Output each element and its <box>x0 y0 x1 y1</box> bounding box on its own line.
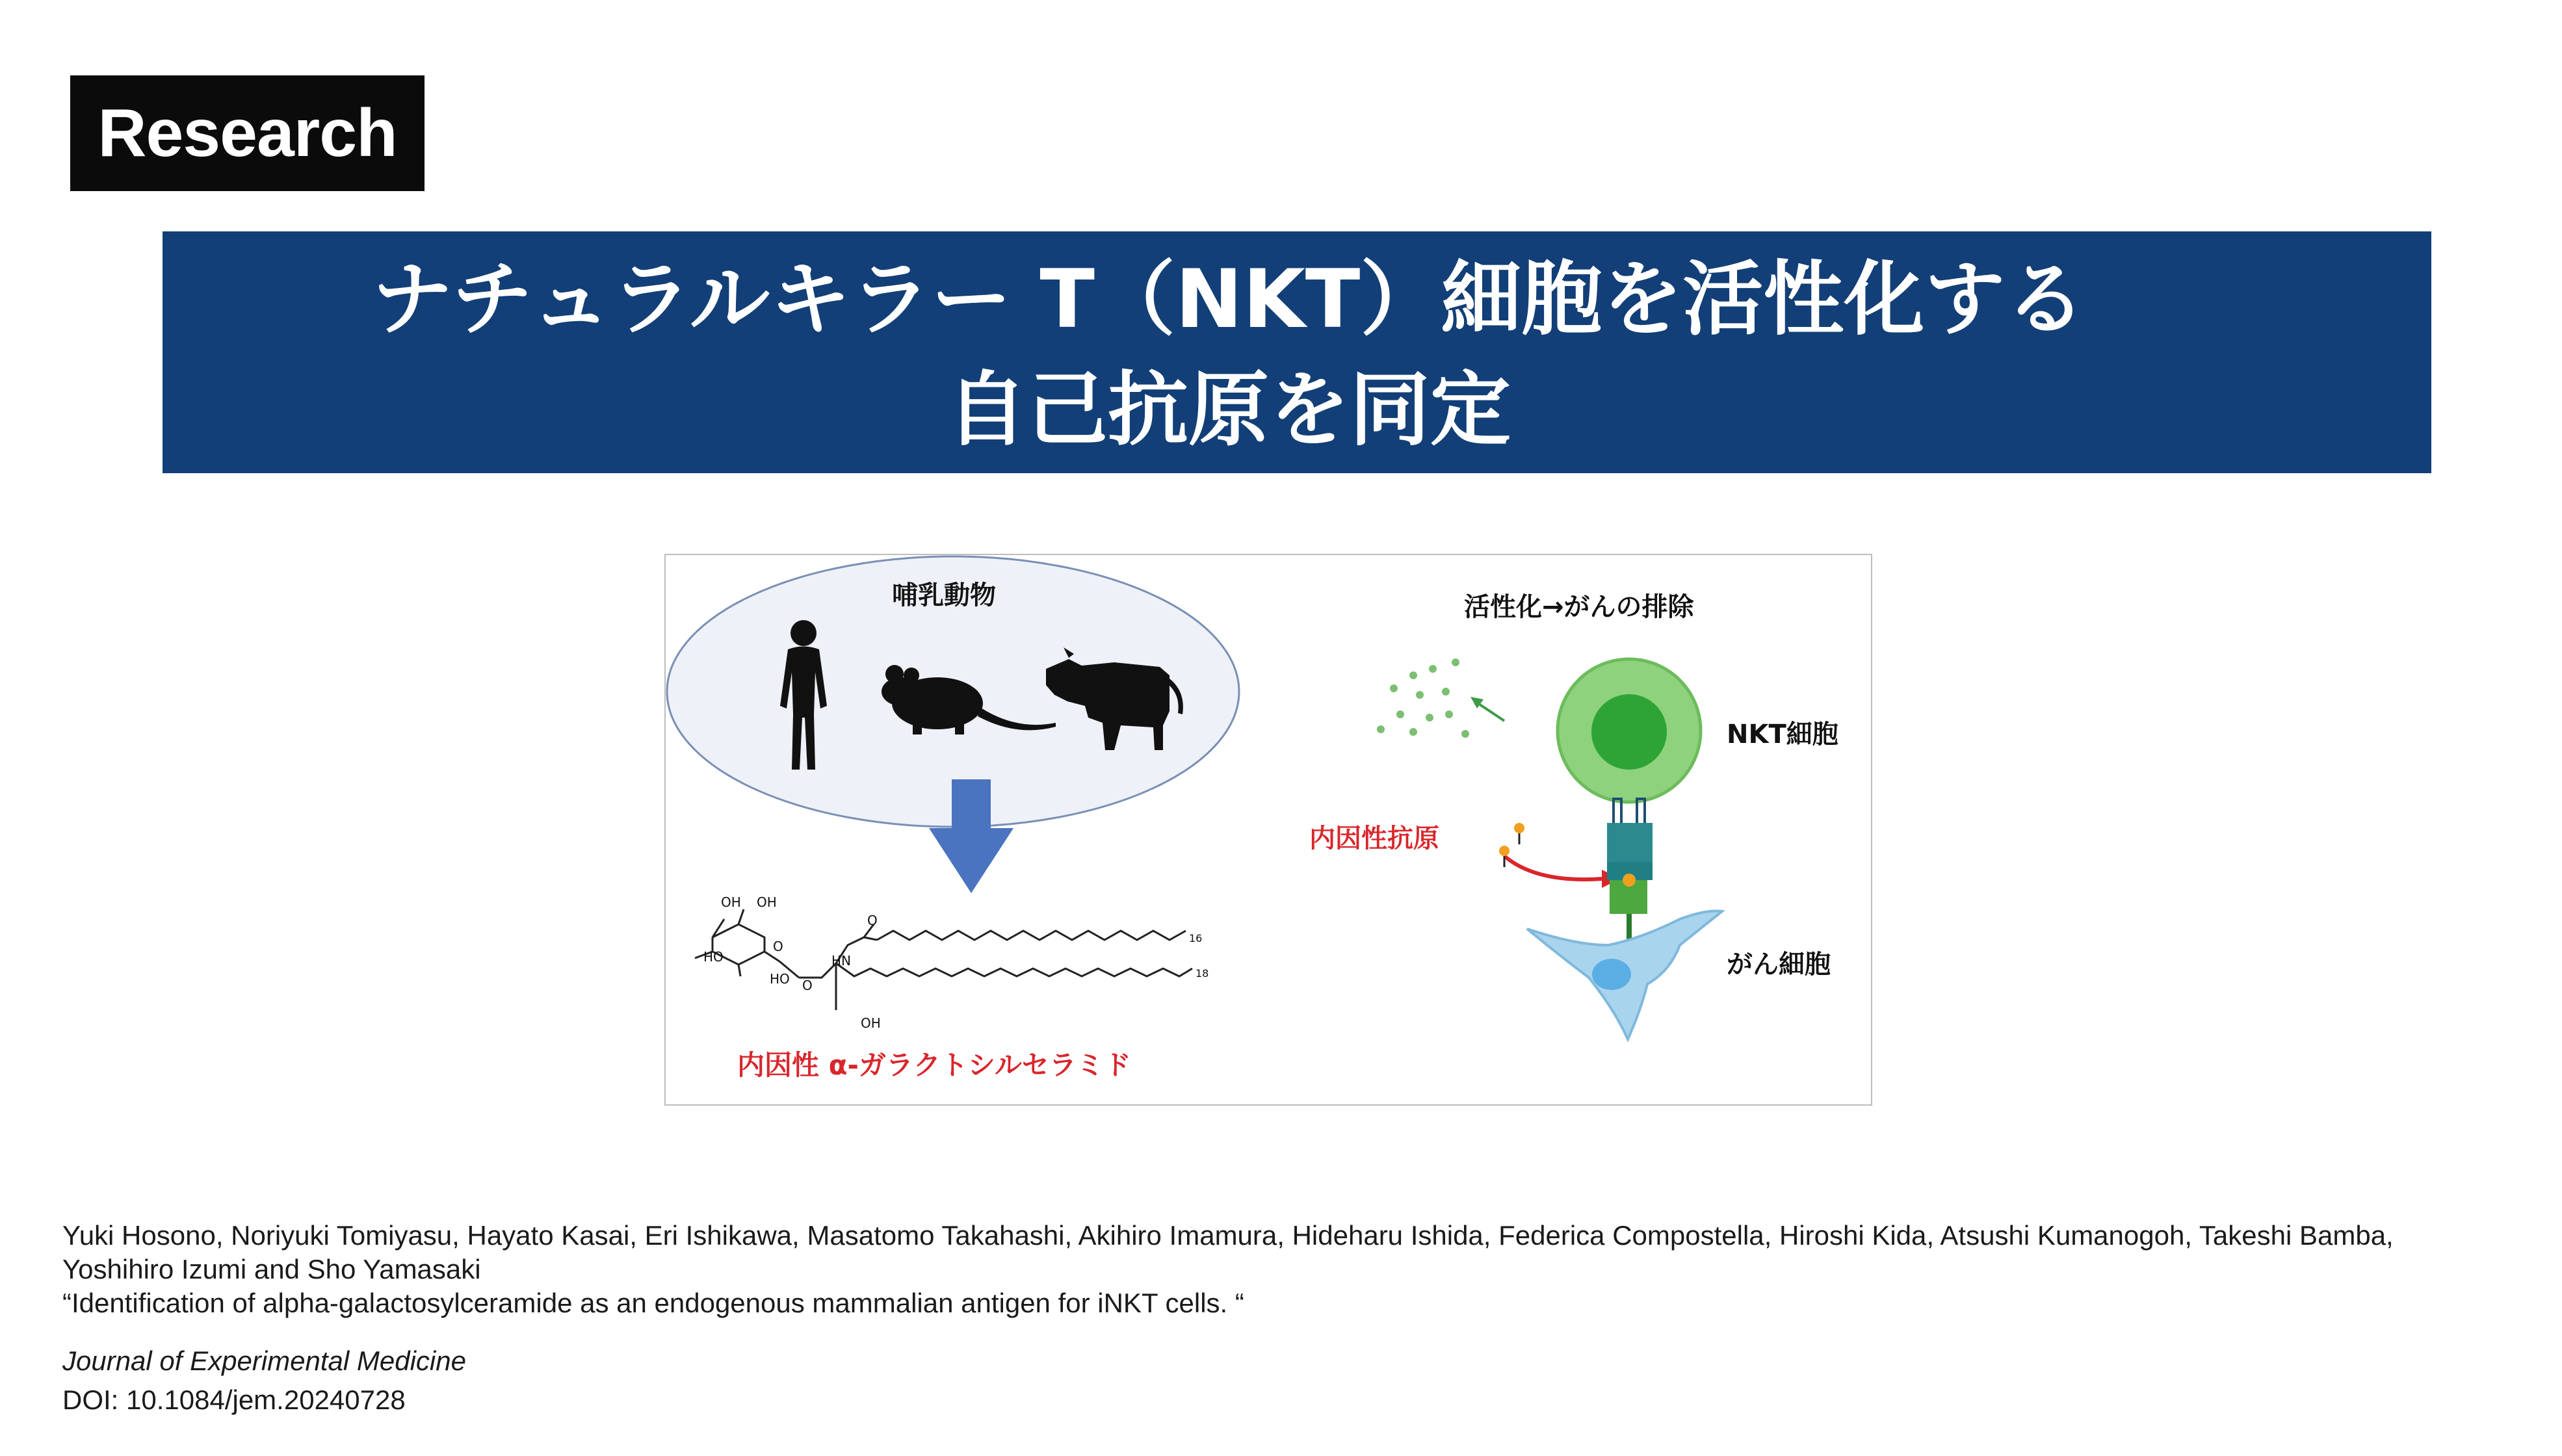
mammals-label: 哺乳動物 <box>892 580 996 610</box>
nkt-cell-label: NKT細胞 <box>1727 720 1838 749</box>
chem-oh-bottom: OH <box>861 1015 881 1031</box>
chem-o-carbonyl: O <box>867 913 878 928</box>
chem-o-ring: O <box>773 939 783 954</box>
journal-name: Journal of Experimental Medicine <box>62 1346 466 1376</box>
chem-n18: 18 <box>1196 967 1209 980</box>
chem-n16: 16 <box>1189 932 1203 944</box>
title-line-1: ナチュラルキラー T（NKT）細胞を活性化する <box>371 253 2086 346</box>
antigen-label: 内因性抗原 <box>1309 824 1439 853</box>
chem-o-link: O <box>802 978 813 993</box>
citation-title: “Identification of alpha-galactosylceramide as an endogenous mammalian antigen for iNKT cells. “ <box>62 1288 1244 1318</box>
figure-illustration <box>666 555 1871 1104</box>
cancer-nucleus <box>1592 959 1631 990</box>
citation-authors: Yuki Hosono, Noriyuki Tomiyasu, Hayato Kasai, Eri Ishikawa, Masatomo Takahashi, Akihiro Imamura, Hideharu Ishida, Federica Compostella, Hiroshi Kida, Atsushi Kumanogoh, Takeshi Bamba, Yoshihiro Izumi and Sho Yamasaki <box>62 1220 2394 1284</box>
chem-oh-1: OH <box>721 894 741 910</box>
galactose-ring <box>695 909 799 978</box>
research-figure <box>664 554 1872 1106</box>
chem-ho-1: HO <box>703 949 724 965</box>
chem-hn: HN <box>831 953 851 968</box>
antigen-arrow <box>1504 856 1602 879</box>
nkt-nucleus <box>1591 694 1667 770</box>
research-tag-label: Research <box>98 95 397 171</box>
title-banner <box>163 231 2431 473</box>
title-line-2: 自己抗原を同定 <box>946 363 1511 457</box>
chem-oh-2: OH <box>757 894 777 910</box>
doi-text: DOI: 10.1084/jem.20240728 <box>62 1384 406 1415</box>
activation-label: 活性化→がんの排除 <box>1464 592 1694 622</box>
tcr-receptor <box>1607 799 1653 944</box>
chem-ho-2: HO <box>770 971 790 987</box>
molecule-label: 内因性 α-ガラクトシルセラミド <box>737 1049 1131 1081</box>
cytokine-dots <box>1377 658 1469 738</box>
citation-block <box>62 1219 2507 1320</box>
research-tag <box>70 75 425 191</box>
ceramide-chains <box>799 924 1192 1010</box>
cancer-cell-label: がん細胞 <box>1727 950 1831 980</box>
